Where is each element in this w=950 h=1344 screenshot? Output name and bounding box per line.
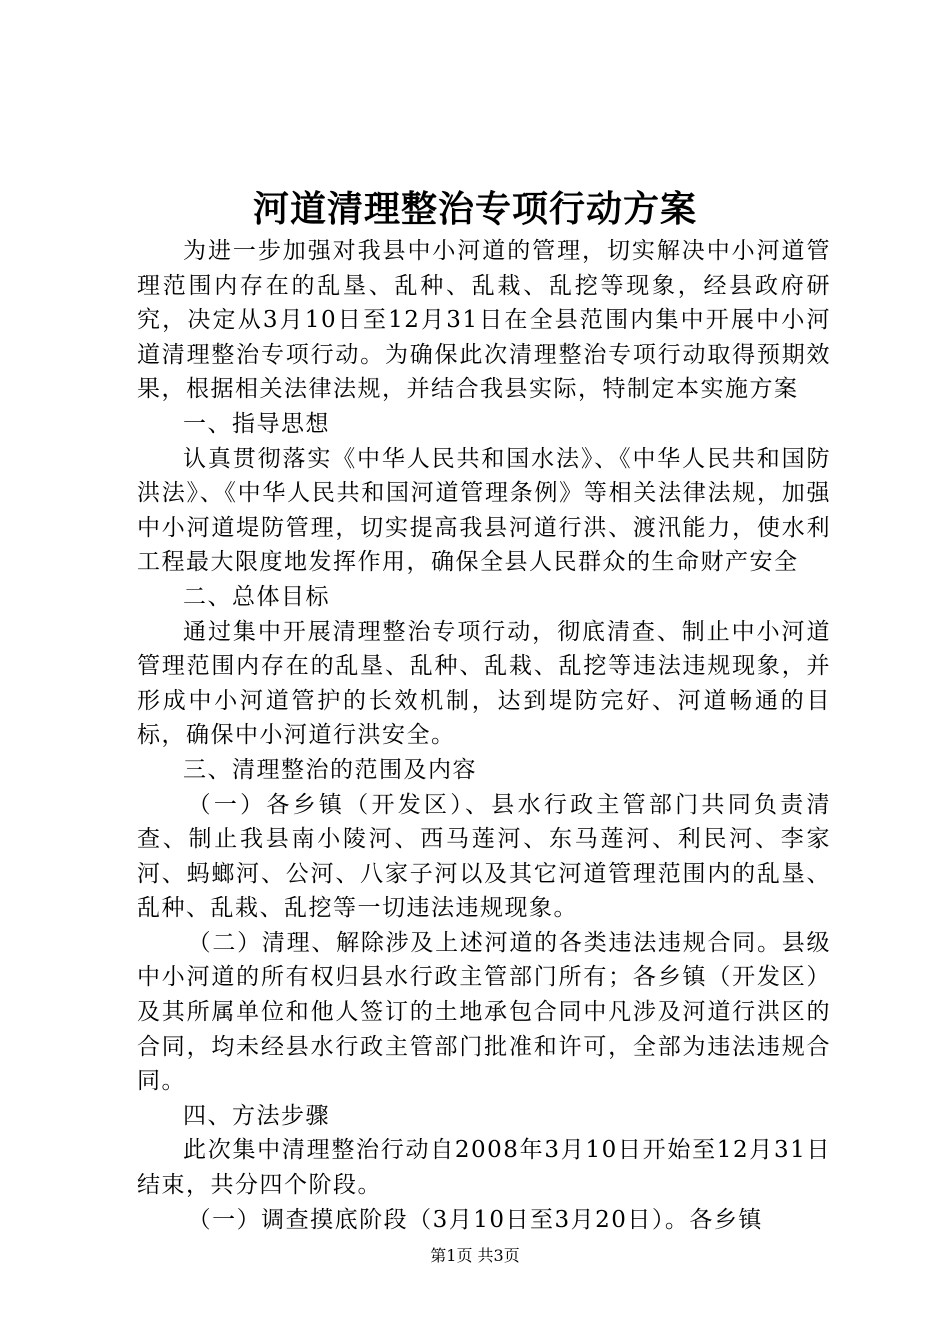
heading-scope-content: 三、清理整治的范围及内容 (183, 756, 477, 783)
paragraph-intro: 为进一步加强对我县中小河道的管理，切实解决中小河道管理范围内存在的乱垦、乱种、乱栽、乱挖等现象，经县政府研究，决定从3月10日至12月31日在全县范围内集中开展中小河道清理整治专项行动。为确保此次清理整治专项行动取得预期效果，根据相关法律法规，并结合我县实际，特制定本实施方案 (137, 238, 831, 403)
heading-overall-goal: 二、总体目标 (183, 583, 330, 610)
document-body (137, 234, 831, 1237)
paragraph-phase-1: （一）调查摸底阶段（3月10日至3月20日）。各乡镇 (187, 1206, 763, 1233)
heading-methods-steps: 四、方法步骤 (183, 1102, 330, 1129)
paragraph-overall-goal: 通过集中开展清理整治专项行动，彻底清查、制止中小河道管理范围内存在的乱垦、乱种、乱栽、乱挖等违法违规现象，并形成中小河道管护的长效机制，达到堤防完好、河道畅通的目标，确保中小河道行洪安全。 (137, 618, 831, 749)
paragraph-guiding-thought: 认真贯彻落实《中华人民共和国水法》、《中华人民共和国防洪法》、《中华人民共和国河道管理条例》等相关法律法规，加强中小河道堤防管理，切实提高我县河道行洪、渡汛能力，使水利工程最大限度地发挥作用，确保全县人民群众的生命财产安全 (137, 445, 831, 576)
paragraph-scope-item-2: （二）清理、解除涉及上述河道的各类违法违规合同。县级中小河道的所有权归县水行政主管部门所有；各乡镇（开发区）及其所属单位和他人签订的土地承包合同中凡涉及河道行洪区的合同，均未经县水行政主管部门批准和许可，全部为违法违规合同。 (137, 929, 831, 1095)
page-number: 第1页 共3页 (430, 1246, 520, 1265)
heading-guiding-thought: 一、指导思想 (183, 410, 330, 437)
paragraph-scope-item-1: （一）各乡镇（开发区）、县水行政主管部门共同负责清查、制止我县南小陵河、西马莲河、东马莲河、利民河、李家河、蚂螂河、公河、八家子河以及其它河道管理范围内的乱垦、乱种、乱栽、乱挖等一切违法违规现象。 (137, 791, 831, 922)
document-title: 河道清理整治专项行动方案 (252, 188, 697, 230)
paragraph-methods-steps: 此次集中清理整治行动自2008年3月10日开始至12月31日结束，共分四个阶段。 (137, 1137, 831, 1199)
